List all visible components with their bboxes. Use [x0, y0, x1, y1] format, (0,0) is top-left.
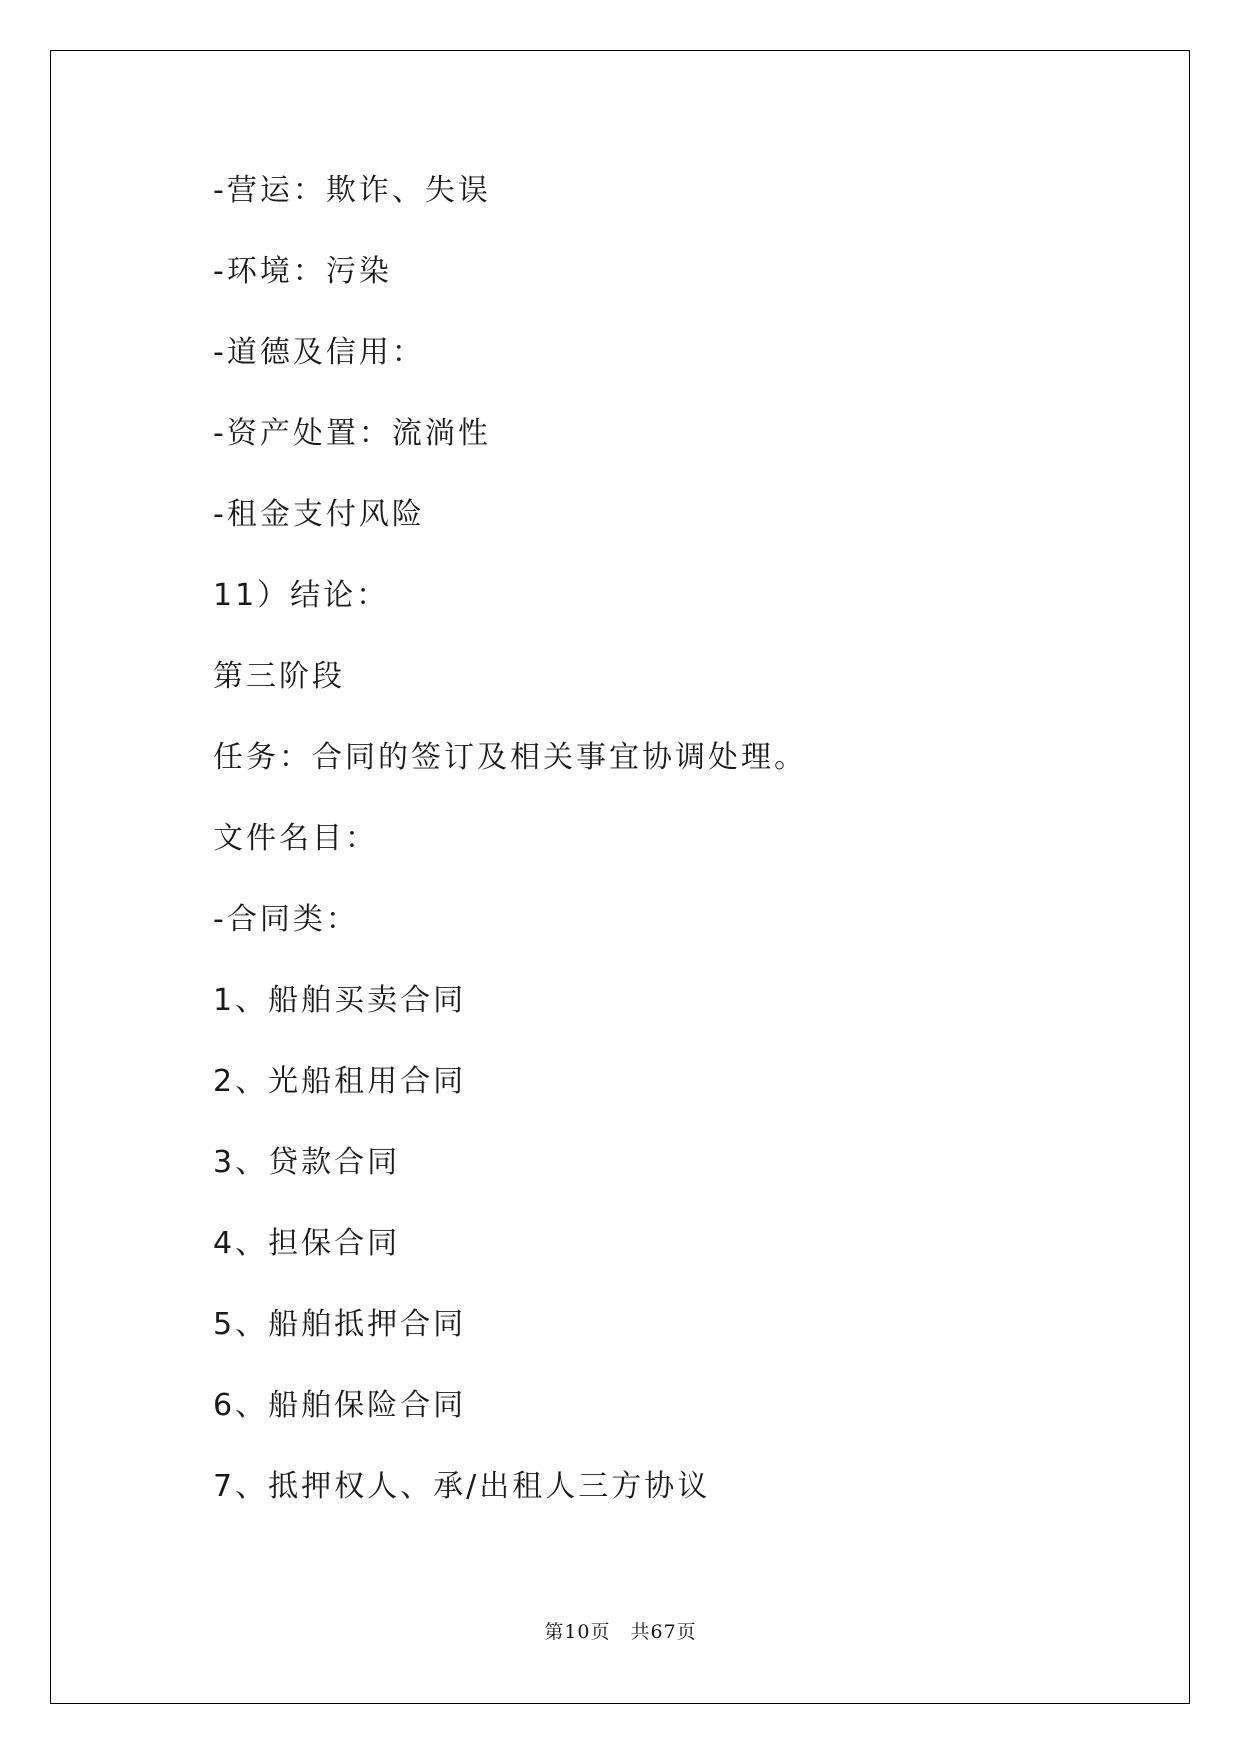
list-item: 6、船舶保险合同 — [213, 1388, 467, 1423]
page-number: 第10页 共67页 — [544, 1621, 697, 1643]
text-line: -道德及信用： — [213, 335, 425, 370]
section-heading: 第三阶段 — [213, 659, 345, 694]
text-line: -环境：污染 — [213, 254, 392, 289]
text-line: -合同类： — [213, 902, 359, 937]
page-border — [50, 50, 1190, 1704]
list-item: 1、船舶买卖合同 — [213, 983, 467, 1018]
text-line: -营运：欺诈、失误 — [213, 173, 491, 208]
list-item: 3、贷款合同 — [213, 1145, 401, 1180]
text-line: -资产处置：流淌性 — [213, 416, 491, 451]
text-line: 任务：合同的签订及相关事宜协调处理。 — [213, 740, 807, 775]
list-item: 2、光船租用合同 — [213, 1064, 467, 1099]
list-item: 4、担保合同 — [213, 1226, 401, 1261]
text-line: 文件名目： — [213, 821, 378, 856]
text-line: -租金支付风险 — [213, 497, 425, 532]
list-item: 7、抵押权人、承/出租人三方协议 — [213, 1469, 711, 1504]
list-item: 5、船舶抵押合同 — [213, 1307, 467, 1342]
text-line: 11）结论： — [213, 578, 390, 613]
